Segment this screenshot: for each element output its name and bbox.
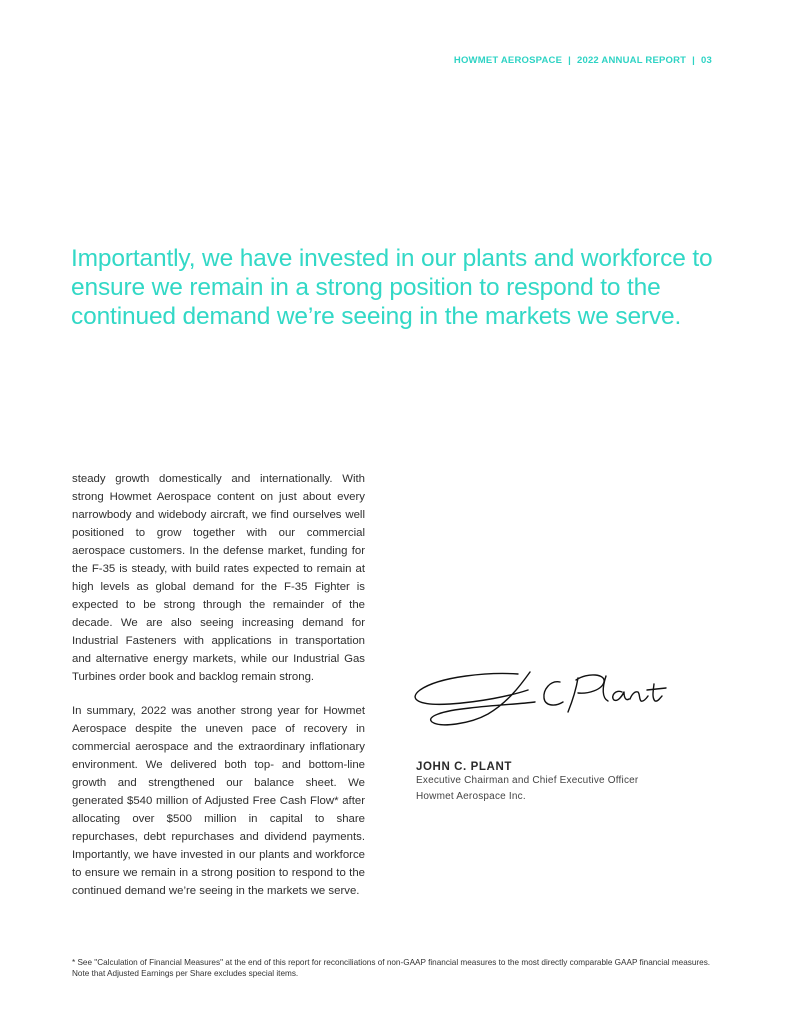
- page-header: [454, 55, 712, 66]
- handwritten-signature: [410, 668, 670, 730]
- footnote: * See "Calculation of Financial Measures" at the end of this report for reconciliations of non-GAAP financial measures to the most directly comparable GAAP financial measures. Note that Adjusted Earnings per Share excludes special items.: [72, 958, 711, 978]
- page-number: 03: [701, 55, 712, 66]
- header-separator: |: [568, 55, 571, 66]
- body-paragraph-1: steady growth domestically and internationally. With strong Howmet Aerospace content on just about every narrowbody and widebody aircraft, we find ourselves well positioned to grow together with our commercial aerospace customers. In the defense market, funding for the F-35 is steady, with build rates expected to remain at high levels as global demand for the F-35 Fighter is expected to be strong through the remainder of the decade. We are also seeing increasing demand for Industrial Fasteners with applications in transportation and alternative energy markets, while our Industrial Gas Turbines order book and backlog remain strong.: [72, 473, 365, 683]
- body-text-column: [72, 470, 365, 916]
- body-paragraph-2: In summary, 2022 was another strong year for Howmet Aerospace despite the uneven pace of recovery in commercial aerospace and the extraordinary inflationary environment. We delivered both top- and bottom-line growth and strengthened our balance sheet. We generated $540 million of Adjusted Free Cash Flow* after allocating over $500 million in capital to share repurchases, debt repurchases and dividend payments. Importantly, we have invested in our plants and workforce to ensure we remain in a strong position to respond to the continued demand we’re seeing in the markets we serve.: [72, 705, 365, 897]
- pull-quote: Importantly, we have invested in our plants and workforce to ensure we remain in a strong position to respond to the continued demand we’re seeing in the markets we serve.: [71, 245, 713, 330]
- header-report: 2022 ANNUAL REPORT: [576, 55, 687, 66]
- signatory-company: Howmet Aerospace Inc.: [416, 791, 526, 802]
- header-separator: |: [692, 55, 696, 66]
- header-company: HOWMET AEROSPACE: [453, 55, 563, 66]
- signatory-title: Executive Chairman and Chief Executive Officer: [416, 775, 639, 786]
- signatory-name: JOHN C. PLANT: [416, 761, 512, 773]
